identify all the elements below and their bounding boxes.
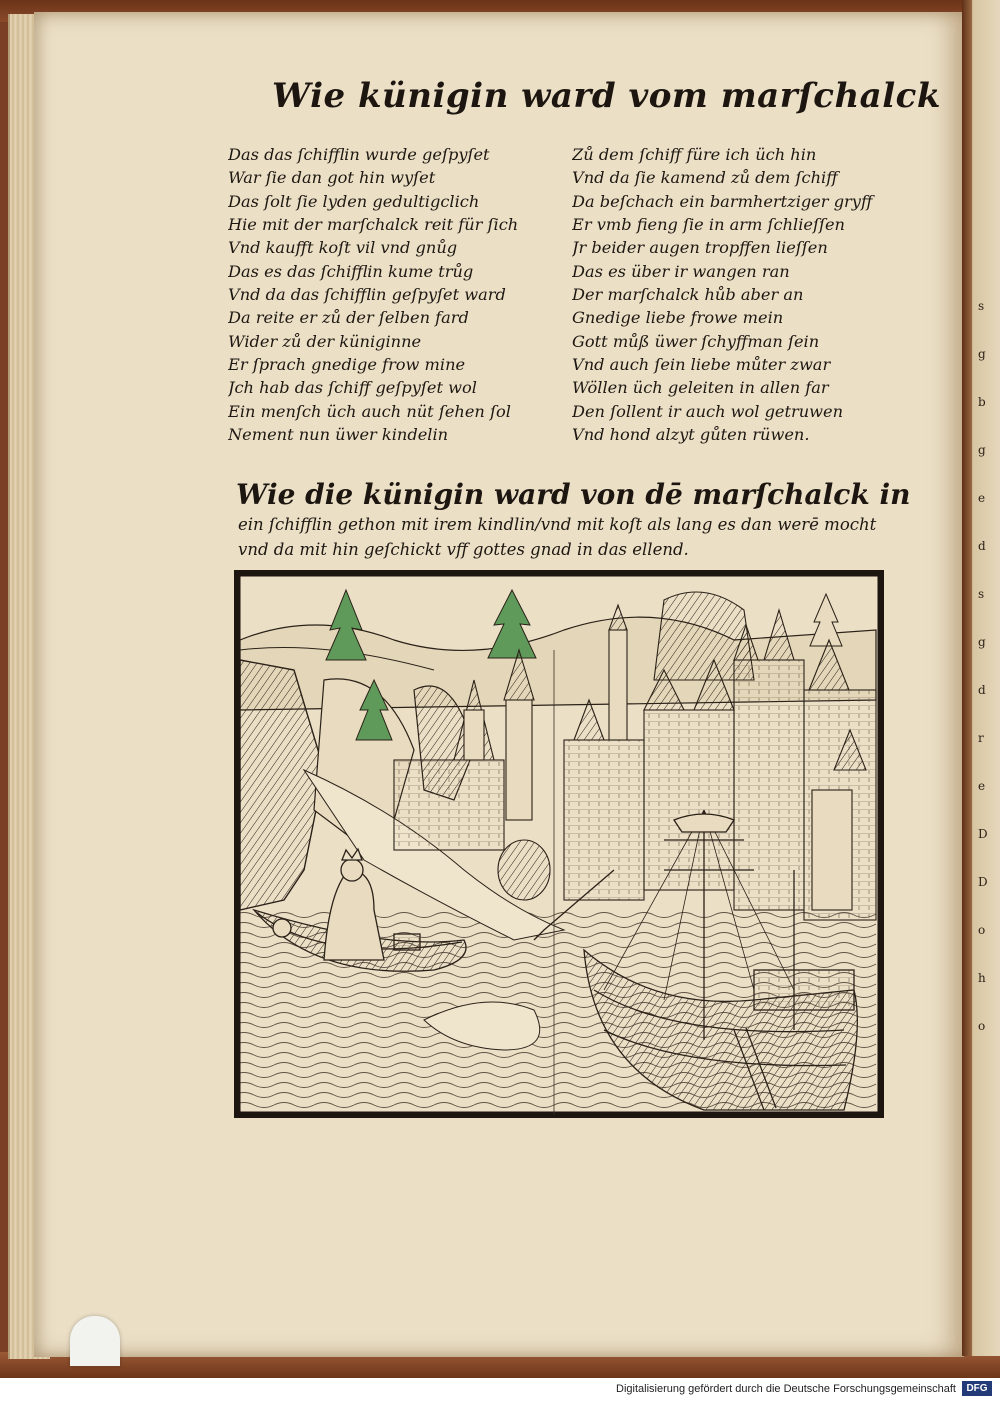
woodcut-caption-line-1: ein ſchifflin gethon mit irem kindlin/vnd mit koſt als lang es dan werē mocht xyxy=(238,515,877,534)
verse-line: Gott můß üwer ſchyffman ſein xyxy=(572,331,820,351)
verse-line: Das das ſchifflin wurde geſpyſet xyxy=(228,145,490,164)
verse-line: Wöllen üch geleiten in allen far xyxy=(572,378,829,398)
facing-page-glyph: h xyxy=(978,971,986,985)
verse-line: Zů dem ſchiff füre ich üch hin xyxy=(572,145,817,164)
verse-line: Vnd da ſie kamend zů dem ſchiff xyxy=(572,168,838,188)
verse-column-left xyxy=(228,143,578,446)
verse-line: Jr beider augen tropffen lieſſen xyxy=(572,238,828,258)
verse-line: Ein menſch üch auch nüt ſehen ſol xyxy=(228,401,511,421)
facing-page-glyph: o xyxy=(978,923,986,937)
facing-page-glyph: D xyxy=(978,827,988,841)
facing-page-glyph: o xyxy=(978,1019,986,1033)
gutter-shadow xyxy=(962,0,972,1356)
facing-page-glyph: b xyxy=(978,395,986,409)
verse-line: Das es das ſchifflin kume trůg xyxy=(228,261,474,281)
verse-line: Vnd da das ſchifflin geſpyſet ward xyxy=(228,285,506,305)
verse-line: Der marſchalck hůb aber an xyxy=(572,285,804,305)
verse-line: Vnd auch ſein liebe můter zwar xyxy=(572,355,831,375)
verse-line: War ſie dan got hin wyſet xyxy=(228,168,436,188)
verse-line: Das ſolt ſie lyden gedultigclich xyxy=(228,191,480,211)
facing-page-glyph: d xyxy=(978,539,986,553)
verse-line: Vnd hond alzyt gůten rüwen. xyxy=(572,425,810,445)
verse-line: Nement nun üwer kindelin xyxy=(228,425,449,445)
verse-line: Wider zů der küniginne xyxy=(228,331,422,351)
dfg-logo[interactable]: DFG xyxy=(962,1381,992,1396)
facing-page-edge xyxy=(962,0,1000,1356)
facing-page-glyph: e xyxy=(978,779,986,793)
facing-page-glyph: g xyxy=(978,443,986,457)
facing-page-glyph: D xyxy=(978,875,988,889)
woodcut-illustration xyxy=(234,570,884,1118)
verse-line: Jch hab das ſchiff geſpyſet wol xyxy=(228,378,477,398)
verse-line: Gnedige liebe frowe mein xyxy=(572,308,784,328)
verse-line: Vnd kaufft koſt vil vnd gnůg xyxy=(228,238,458,258)
facing-page-glyph: s xyxy=(978,299,985,313)
footer-credit: Digitalisierung gefördert durch die Deutsche Forschungsgemeinschaft xyxy=(616,1383,956,1395)
page-marker xyxy=(70,1316,120,1366)
verse-line: Da beſchach ein barmhertziger gryff xyxy=(572,191,873,211)
facing-page-glyph: g xyxy=(978,635,986,649)
facing-page-glyph: g xyxy=(978,347,986,361)
verse-column-right xyxy=(572,143,922,446)
facing-page-glyph: s xyxy=(978,587,985,601)
verse-line: Er vmb fieng ſie in arm ſchlieſſen xyxy=(572,215,845,235)
verse-line: Den ſollent ir auch wol getruwen xyxy=(572,401,844,421)
woodcut-caption-heading: Wie die künigin ward von dē marſchalck in xyxy=(236,478,911,511)
verse-line: Er ſprach gnedige frow mine xyxy=(228,355,466,375)
chapter-heading: Wie künigin ward vom marſchalck xyxy=(272,76,941,116)
facing-page-glyph: e xyxy=(978,491,986,505)
verse-line: Hie mit der marſchalck reit für ſich xyxy=(228,215,519,235)
verse-line: Das es über ir wangen ran xyxy=(572,261,790,281)
verse-line: Da reite er zů der ſelben fard xyxy=(228,308,469,328)
facing-page-glyph: r xyxy=(978,731,984,745)
facing-page-glyph: d xyxy=(978,683,986,697)
woodcut-caption-line-2: vnd da mit hin geſchickt vff gottes gnad in das ellend. xyxy=(238,540,689,559)
